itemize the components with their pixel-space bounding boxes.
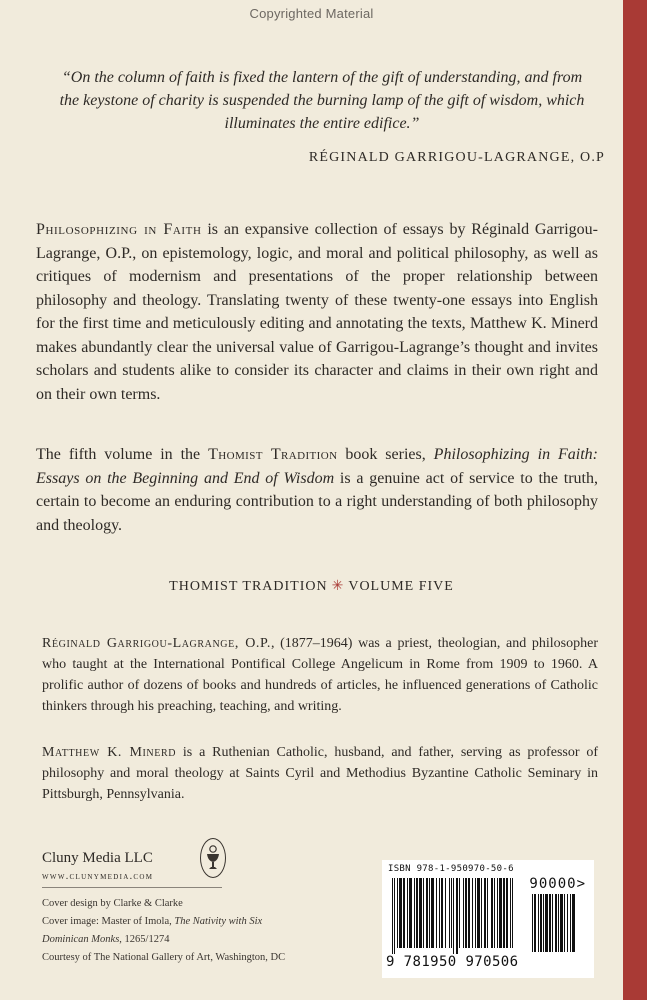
barcode-bar — [399, 878, 402, 948]
star-icon: ✳ — [331, 579, 345, 594]
translator-name: Matthew K. Minerd — [42, 745, 177, 760]
barcode-bar — [477, 878, 480, 948]
barcode-bar — [540, 894, 542, 952]
full-book-title: Philosophizing in Faith: Essays on the Beginning and End of Wisdom — [36, 446, 598, 487]
barcode-bar — [419, 878, 422, 948]
barcode-bar — [570, 894, 571, 952]
barcode-bar — [449, 878, 450, 948]
barcode-bar — [506, 878, 508, 948]
author-name: Réginald Garrigou-Lagrange, O.P. — [42, 636, 271, 651]
barcode-bar — [409, 878, 412, 948]
barcode-bar — [503, 878, 505, 948]
barcode-bar — [484, 878, 486, 948]
publisher-url: www.clunymedia.com — [42, 871, 154, 882]
description-paragraph-2 — [36, 443, 598, 537]
barcode-bar — [456, 878, 458, 954]
barcode-bar — [545, 894, 548, 952]
book-title: Philosophizing in Faith — [36, 221, 202, 238]
isbn-label: ISBN 978-1-950970-50-6 — [388, 864, 514, 874]
barcode-bar — [538, 894, 539, 952]
barcode-bar — [468, 878, 470, 948]
barcode-bar — [532, 894, 533, 952]
copyright-watermark: Copyrighted Material — [249, 6, 374, 21]
painting-title: The Nativity with Six Dominican Monks — [42, 916, 263, 945]
barcode-digits: 9 781950 970506 — [386, 954, 519, 970]
barcode-bar — [494, 878, 495, 948]
barcode-bar — [481, 878, 482, 948]
chalice-logo-icon — [200, 838, 226, 878]
barcode-bar — [414, 878, 415, 948]
epigraph-quote: “On the column of faith is fixed the lantern of the gift of understanding, and from the keystone of charity is suspended the burning lamp of the gift of wisdom, which illuminates the entire edifice.” — [59, 69, 585, 132]
barcode-bar — [510, 878, 511, 948]
description-intro: The fifth volume in the — [36, 446, 209, 463]
author-bio — [42, 633, 598, 717]
cover-credits — [42, 895, 302, 967]
series-label: THOMIST TRADITION — [169, 579, 328, 594]
credit-courtesy: Courtesy of The National Gallery of Art, Washington, DC — [42, 952, 286, 963]
barcode-bar — [423, 878, 424, 948]
description-text-2: is a genuine act of service to the truth, certain to become an enduring contribution to a right understanding of both philosophy and theology. — [36, 469, 598, 534]
description-text-1: is an expansive collection of essays by Réginald Garrigou-Lagrange, O.P., on epistemology, logic, and moral and political philosophy, as well as critiques of modernism and presentations of the proper relationship between philosophy and theology. Translating twenty of these twenty-one essays into English for the first time and meticulously editing and annotating the texts, Matthew K. Minerd makes abundantly clear the universal value of Garrigou-Lagrange’s thought and invites scholars and students alike to consider its character and claims in their own right and on their own terms. — [36, 221, 598, 403]
barcode-bar — [426, 878, 428, 948]
barcode-bar — [429, 878, 430, 948]
barcode-bar — [465, 878, 467, 948]
barcode-bar — [497, 878, 498, 948]
barcode-bar — [397, 878, 398, 948]
barcode-bar — [392, 878, 393, 954]
divider — [42, 887, 222, 888]
barcode-bar — [564, 894, 565, 952]
barcode-bar — [549, 894, 551, 952]
publisher-name: Cluny Media LLC — [42, 850, 153, 866]
barcode-bar — [407, 878, 408, 948]
barcode-bar — [436, 878, 437, 948]
barcode-panel — [382, 860, 594, 978]
barcode-bars — [392, 878, 528, 954]
barcode-bar — [560, 894, 563, 952]
barcode-bar — [491, 878, 493, 948]
barcode-bar — [431, 878, 434, 948]
barcode-bar — [463, 878, 464, 948]
barcode-bar — [567, 894, 568, 952]
barcode-bar — [499, 878, 502, 948]
barcode-bar — [534, 894, 536, 952]
barcode-bar — [475, 878, 476, 948]
barcode-bar — [552, 894, 553, 952]
barcode-bar — [394, 878, 395, 954]
barcode-bar — [555, 894, 557, 952]
barcode-bar — [403, 878, 405, 948]
barcode-bar — [543, 894, 544, 952]
barcode-bar — [472, 878, 473, 948]
barcode-supplement-bars — [532, 894, 586, 952]
barcode-bar — [445, 878, 446, 948]
description-paragraph-1 — [36, 218, 598, 406]
barcode-bar — [439, 878, 440, 948]
barcode-bar — [453, 878, 454, 954]
barcode-bar — [512, 878, 513, 948]
author-bio-text: , (1877–1964) was a priest, theologian, and philosopher who taught at the International Pontifical College Angelicum in Rome from 1909 to 1960. A prolific author of dozens of books and hundreds of articles, he influenced generations of Catholic thinkers through his preaching, teaching, and writing. — [42, 636, 598, 714]
credit-design: Cover design by Clarke & Clarke — [42, 898, 183, 909]
price-code: 90000> — [529, 876, 586, 892]
barcode-bar — [572, 894, 575, 952]
translator-bio-text: is a Ruthenian Catholic, husband, and father, serving as professor of philosophy and moral theology at Saints Cyril and Methodius Byzantine Catholic Seminary in Pittsburgh, Pennsylvania. — [42, 745, 599, 802]
barcode-bar — [416, 878, 418, 948]
description-mid: book series, — [337, 446, 434, 463]
barcode-bar — [441, 878, 443, 948]
quote-attribution: RÉGINALD GARRIGOU-LAGRANGE, O.P — [308, 150, 605, 165]
series-line — [0, 578, 623, 595]
translator-bio — [42, 742, 598, 805]
chalice-icon — [205, 844, 221, 872]
barcode-bar — [451, 878, 452, 948]
series-name: Thomist Tradition — [208, 446, 338, 463]
barcode-bar — [487, 878, 488, 948]
barcode-bar — [459, 878, 460, 948]
spine-edge — [623, 0, 647, 1000]
volume-label: VOLUME FIVE — [348, 579, 454, 594]
barcode-bar — [558, 894, 559, 952]
credit-image: Cover image: Master of Imola, The Nativity with Six Dominican Monks, 1265/1274 — [42, 916, 263, 945]
